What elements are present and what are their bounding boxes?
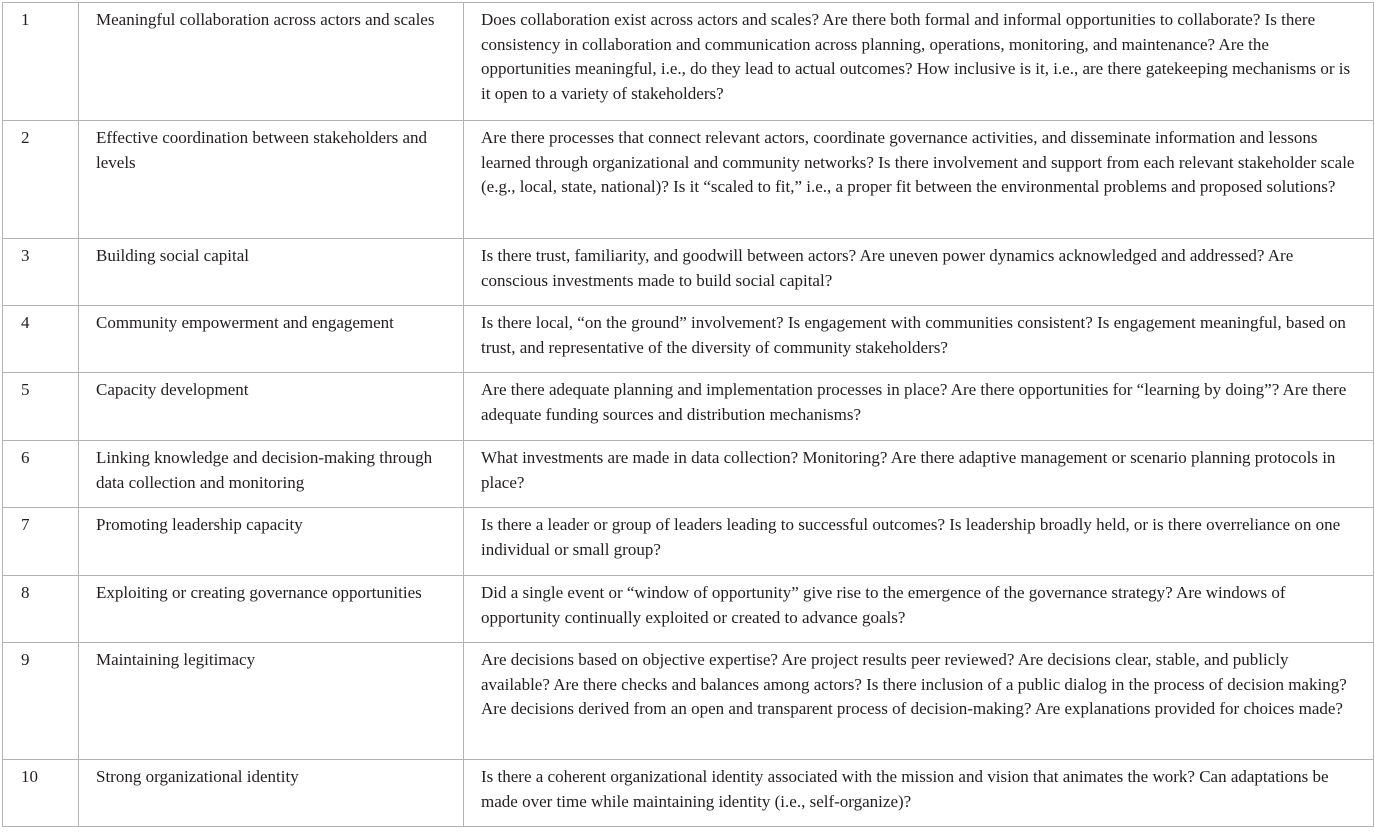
guiding-questions-cell: What investments are made in data collection? Monitoring? Are there adaptive management or scenario planning protocols in place? — [464, 441, 1374, 508]
guiding-questions-cell: Are there processes that connect relevant actors, coordinate governance activities, and disseminate information and lessons learned through organizational and community networks? Is there involvement and support from each relevant stakeholder scale (e.g., local, state, national)? Is it “scaled to fit,” i.e., a proper fit between the environmental problems and proposed solutions? — [464, 121, 1374, 239]
guiding-questions-cell: Is there local, “on the ground” involvement? Is engagement with communities consistent? Is engagement meaningful, based on trust, and representative of the diversity of community stakeholders? — [464, 306, 1374, 373]
guiding-questions-cell: Is there a coherent organizational identity associated with the mission and vision that animates the work? Can adaptations be made over time while maintaining identity (i.e., self-organize)? — [464, 760, 1374, 827]
row-number: 1 — [3, 3, 79, 121]
principle-cell: Effective coordination between stakeholders and levels — [79, 121, 464, 239]
guiding-questions-cell: Does collaboration exist across actors and scales? Are there both formal and informal opportunities to collaborate? Is there consistency in collaboration and communication across planning, operations, monitoring, and maintenance? Are the opportunities meaningful, i.e., do they lead to actual outcomes? How inclusive is it, i.e., are there gatekeeping mechanisms or is it open to a variety of stakeholders? — [464, 3, 1374, 121]
guiding-questions-cell: Are there adequate planning and implementation processes in place? Are there opportunities for “learning by doing”? Are there adequate funding sources and distribution mechanisms? — [464, 373, 1374, 441]
table-row — [3, 121, 1374, 239]
table-row — [3, 239, 1374, 306]
principle-cell: Linking knowledge and decision-making through data collection and monitoring — [79, 441, 464, 508]
table-row — [3, 373, 1374, 441]
principle-cell: Meaningful collaboration across actors and scales — [79, 3, 464, 121]
governance-principles-table — [2, 2, 1374, 827]
row-number: 2 — [3, 121, 79, 239]
table-row — [3, 441, 1374, 508]
row-number: 10 — [3, 760, 79, 827]
table-row — [3, 643, 1374, 760]
guiding-questions-cell: Is there trust, familiarity, and goodwill between actors? Are uneven power dynamics acknowledged and addressed? Are conscious investments made to build social capital? — [464, 239, 1374, 306]
table-row — [3, 760, 1374, 827]
guiding-questions-cell: Are decisions based on objective expertise? Are project results peer reviewed? Are decisions clear, stable, and publicly available? Are there checks and balances among actors? Is there inclusion of a public dialog in the process of decision making? Are decisions derived from an open and transparent process of decision-making? Are explanations provided for choices made? — [464, 643, 1374, 760]
row-number: 7 — [3, 508, 79, 576]
principle-cell: Strong organizational identity — [79, 760, 464, 827]
principle-cell: Building social capital — [79, 239, 464, 306]
table-row — [3, 508, 1374, 576]
principle-cell: Maintaining legitimacy — [79, 643, 464, 760]
guiding-questions-cell: Is there a leader or group of leaders leading to successful outcomes? Is leadership broadly held, or is there overreliance on one individual or small group? — [464, 508, 1374, 576]
row-number: 3 — [3, 239, 79, 306]
principle-cell: Promoting leadership capacity — [79, 508, 464, 576]
row-number: 9 — [3, 643, 79, 760]
principle-cell: Community empowerment and engagement — [79, 306, 464, 373]
guiding-questions-cell: Did a single event or “window of opportunity” give rise to the emergence of the governance strategy? Are windows of opportunity continually exploited or created to advance goals? — [464, 576, 1374, 643]
row-number: 6 — [3, 441, 79, 508]
principle-cell: Exploiting or creating governance opportunities — [79, 576, 464, 643]
row-number: 8 — [3, 576, 79, 643]
row-number: 5 — [3, 373, 79, 441]
row-number: 4 — [3, 306, 79, 373]
table-row — [3, 576, 1374, 643]
table-row — [3, 3, 1374, 121]
principle-cell: Capacity development — [79, 373, 464, 441]
table-row — [3, 306, 1374, 373]
